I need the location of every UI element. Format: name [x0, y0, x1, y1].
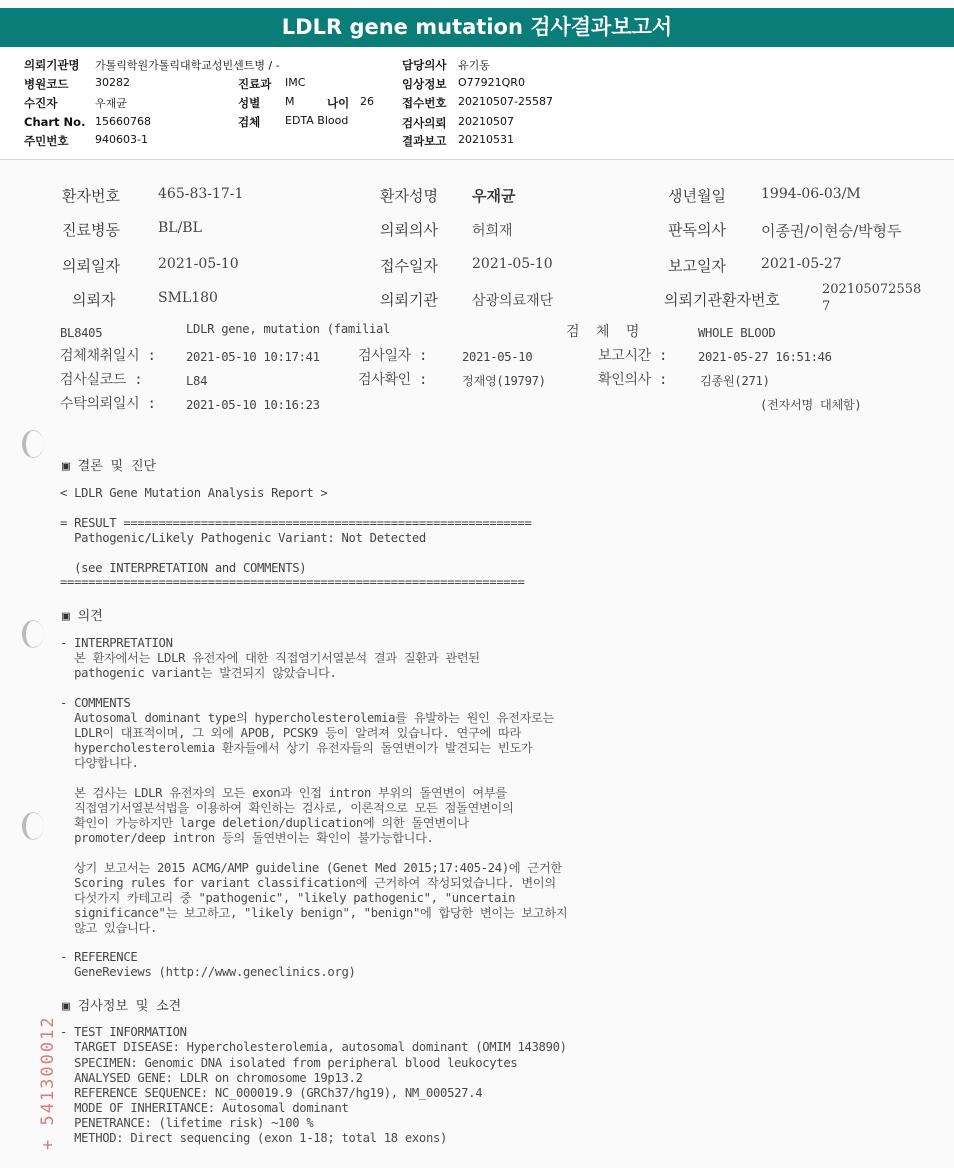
inst-patient-no-value-line2: 7	[822, 299, 831, 314]
report-title: LDLR gene mutation 검사결과보고서	[0, 8, 954, 47]
req-doctor-label: 의뢰의사	[380, 221, 438, 239]
test-date-label: 검사일자 :	[358, 348, 428, 364]
comments-line: 않고 있습니다.	[60, 921, 157, 935]
request-date-label: 검사의뢰	[402, 116, 447, 130]
comments-heading: - COMMENTS	[60, 696, 131, 710]
doctor-label: 담당의사	[402, 58, 447, 72]
collect-label: 검체채취일시 :	[60, 348, 156, 364]
comments-line: 다양합니다.	[60, 756, 139, 770]
confirm-doctor-value: 김종원(271)	[700, 374, 770, 388]
receipt-no-label: 접수번호	[402, 96, 447, 110]
test-date-value: 2021-05-10	[462, 350, 533, 364]
room-code-label: 검사실코드 :	[60, 372, 143, 388]
test-info-line: ANALYSED GENE: LDLR on chromosome 19p13.2	[60, 1071, 363, 1085]
interpretation-heading: - INTERPRETATION	[60, 636, 173, 650]
institution-value: 가톨릭학원가톨릭대학교성빈센트병 / -	[95, 59, 280, 72]
report-time-label: 보고시간 :	[598, 348, 668, 364]
test-info-line: METHOD: Direct sequencing (exon 1-18; total 18 exons)	[60, 1131, 448, 1145]
room-code-value: L84	[186, 374, 208, 388]
recv-date-value: 2021-05-10	[472, 256, 553, 272]
requester-value: SML180	[158, 290, 218, 306]
patient-name-value: 우재균	[472, 187, 516, 205]
birth-value: 1994-06-03/M	[761, 186, 861, 202]
birth-label: 생년월일	[668, 187, 726, 205]
confirm-value: 정재영(19797)	[462, 374, 546, 388]
comments-line: significance"는 보고하고, "likely benign", "benign"에 합당한 변이는 보고하지	[60, 906, 568, 920]
analysis-report-title: < LDLR Gene Mutation Analysis Report >	[60, 486, 328, 500]
comments-line: Autosomal dominant type의 hypercholesterolemia를 유발하는 원인 유전자로는	[60, 711, 554, 725]
ward-label: 진료병동	[62, 221, 120, 239]
resident-no-value: 940603-1	[95, 133, 148, 146]
receipt-no-value: 20210507-25587	[458, 95, 553, 108]
reference-line: GeneReviews (http://www.geneclinics.org)	[60, 965, 356, 979]
inst-patient-no-value-line1: 202105072558	[822, 282, 922, 297]
doctor-value: 유기동	[458, 59, 490, 72]
chart-no-value: 15660768	[95, 115, 151, 128]
binder-hole	[22, 620, 44, 648]
recipient-value: 우재균	[95, 97, 127, 110]
report-time-value: 2021-05-27 16:51:46	[698, 350, 832, 364]
collect-value: 2021-05-10 10:17:41	[186, 350, 320, 364]
hospital-code-value: 30282	[95, 76, 130, 89]
confirm-label: 검사확인 :	[358, 372, 428, 388]
result-rule: ==================================================================	[60, 575, 525, 589]
result-heading: = RESULT ==========================================================	[60, 516, 532, 530]
see-line: (see INTERPRETATION and COMMENTS)	[60, 561, 307, 575]
age-label: 나이	[327, 96, 350, 110]
comments-line: Scoring rules for variant classification에 근거하여 작성되었습니다. 변이의	[60, 876, 556, 890]
comments-line: LDLR이 대표적이며, 그 외에 APOB, PCSK9 등이 알려져 있습니다. 연구에 따라	[60, 726, 521, 740]
interpretation-line: 본 환자에서는 LDLR 유전자에 대한 직접염기서열분석 결과 질환과 관련된	[60, 651, 480, 665]
req-inst-value: 삼광의료재단	[472, 293, 554, 309]
req-date-label: 의뢰일자	[62, 257, 120, 275]
consign-label: 수탁의뢰일시 :	[60, 396, 156, 412]
hospital-code-label: 병원코드	[24, 77, 69, 91]
comments-line: 상기 보고서는 2015 ACMG/AMP guideline (Genet Med 2015;17:405-24)에 근거한	[60, 861, 562, 875]
comments-line: hypercholesterolemia 환자들에서 상기 유전자들의 돌연변이가 발견되는 빈도가	[60, 741, 533, 755]
test-info-line: MODE OF INHERITANCE: Autosomal dominant	[60, 1101, 349, 1115]
chart-no-label: Chart No.	[24, 115, 86, 129]
test-code: BL8405	[60, 326, 103, 340]
recipient-label: 수진자	[24, 96, 58, 110]
req-inst-label: 의뢰기관	[380, 291, 438, 309]
reading-doctor-value: 이종권/이현승/박형두	[761, 222, 902, 240]
esign-note: (전자서명 대체함)	[760, 398, 862, 412]
req-doctor-value: 허희재	[472, 223, 513, 239]
reading-doctor-label: 판독의사	[668, 221, 726, 239]
interpretation-line: pathogenic variant는 발견되지 않았습니다.	[60, 666, 337, 680]
barcode-stamp: + 541300012	[38, 1015, 58, 1150]
test-info-line: SPECIMEN: Genomic DNA isolated from peripheral blood leukocytes	[60, 1056, 518, 1070]
result-line: Pathogenic/Likely Pathogenic Variant: Not Detected	[60, 531, 426, 545]
test-info-line: TARGET DISEASE: Hypercholesterolemia, autosomal dominant (OMIM 143890)	[60, 1040, 567, 1054]
recv-date-label: 접수일자	[380, 257, 438, 275]
test-info-line: PENETRANCE: (lifetime risk) ~100 %	[60, 1116, 314, 1130]
test-info-line: REFERENCE SEQUENCE: NC_000019.9 (GRCh37/hg19), NM_000527.4	[60, 1086, 483, 1100]
clinical-info-value: O77921QR0	[458, 76, 525, 89]
comments-line: 확인이 가능하지만 large deletion/duplication에 의한 돌연변이나	[60, 816, 469, 830]
comments-line: 다섯가지 카테고리 중 "pathogenic", "likely pathogenic", "uncertain	[60, 891, 516, 905]
comments-line: 직접염기서열분석법을 이용하여 확인하는 검사로, 이론적으로 모든 점돌연변이의	[60, 801, 514, 815]
ward-value: BL/BL	[158, 220, 202, 236]
report-date-label: 보고일자	[668, 257, 726, 275]
section-opinion: ▣ 의견	[62, 609, 103, 624]
patient-name-label: 환자성명	[380, 187, 438, 205]
comments-line: promoter/deep intron 등의 돌연변이는 확인이 불가능합니다.	[60, 831, 434, 845]
request-header	[0, 49, 954, 160]
specimen-name-value: WHOLE BLOOD	[698, 326, 776, 340]
report-date-value: 20210531	[458, 133, 514, 146]
section-test-info: ▣ 검사정보 및 소견	[62, 999, 182, 1014]
specimen-value: EDTA Blood	[285, 114, 349, 127]
report-date-value: 2021-05-27	[761, 256, 842, 272]
sex-value: M	[285, 95, 295, 108]
department-value: IMC	[285, 76, 306, 89]
confirm-doctor-label: 확인의사 :	[598, 372, 668, 388]
report-date-label: 결과보고	[402, 134, 447, 148]
request-date-value: 20210507	[458, 115, 514, 128]
specimen-name-label: 검 체 명	[566, 324, 644, 340]
section-conclusion: ▣ 결론 및 진단	[62, 459, 157, 474]
specimen-label: 검체	[238, 115, 261, 129]
binder-hole	[22, 430, 44, 458]
institution-label: 의뢰기관명	[24, 58, 80, 72]
test-info-heading: - TEST INFORMATION	[60, 1025, 187, 1039]
resident-no-label: 주민번호	[24, 134, 69, 148]
inst-patient-no-label: 의뢰기관환자번호	[664, 291, 780, 309]
patient-no-value: 465-83-17-1	[158, 186, 244, 202]
comments-line: 본 검사는 LDLR 유전자의 모든 exon과 인접 intron 부위의 돌연변이 여부를	[60, 786, 507, 800]
sex-label: 성별	[238, 96, 261, 110]
department-label: 진료과	[238, 77, 272, 91]
req-date-value: 2021-05-10	[158, 256, 239, 272]
requester-label: 의뢰자	[72, 291, 116, 309]
age-value: 26	[360, 95, 374, 108]
test-name: LDLR gene, mutation (familial	[186, 322, 391, 336]
binder-hole	[22, 812, 44, 840]
reference-heading: - REFERENCE	[60, 950, 138, 964]
clinical-info-label: 임상정보	[402, 77, 447, 91]
consign-value: 2021-05-10 10:16:23	[186, 398, 320, 412]
patient-no-label: 환자번호	[62, 187, 120, 205]
